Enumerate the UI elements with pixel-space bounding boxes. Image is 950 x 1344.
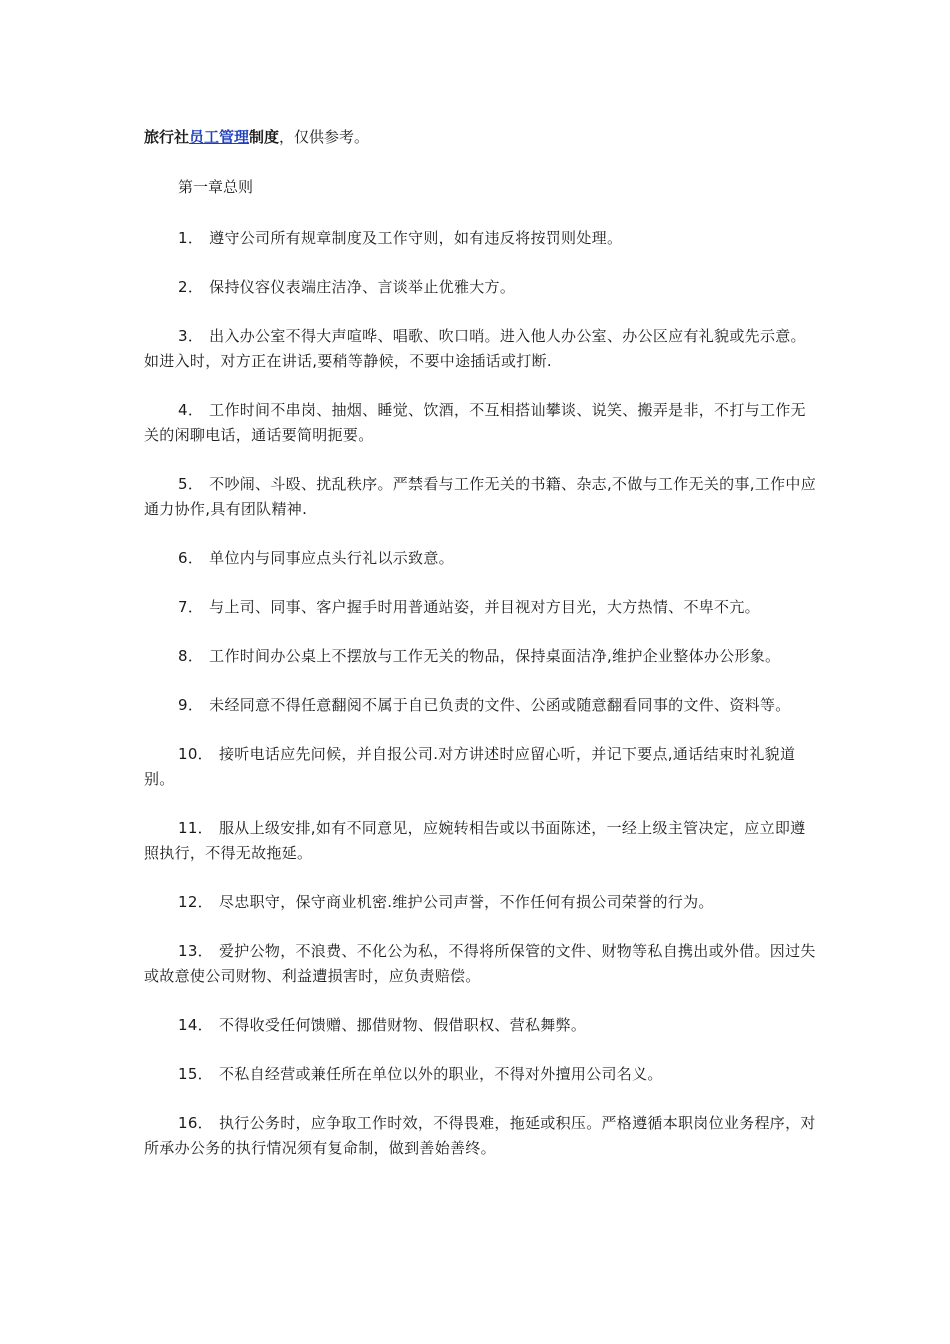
rule-text: 未经同意不得任意翻阅不属于自已负责的文件、公函或随意翻看同事的文件、资料等。 [209, 696, 791, 714]
rule-item [144, 939, 820, 989]
rule-item [144, 595, 820, 620]
rule-number: 4． [178, 401, 204, 419]
rule-text: 工作时间办公桌上不摆放与工作无关的物品，保持桌面洁净,维护企业整体办公形象。 [209, 647, 781, 665]
intro-suffix: ，仅供参考。 [279, 128, 370, 146]
rule-item [144, 693, 820, 718]
rule-item [144, 472, 820, 522]
rule-text: 单位内与同事应点头行礼以示致意。 [209, 549, 454, 567]
rule-number: 12． [178, 893, 213, 911]
rule-item [144, 816, 820, 866]
rule-item [144, 1013, 820, 1038]
rule-text: 服从上级安排,如有不同意见，应婉转相告或以书面陈述，一经上级主管决定，应立即遵照执行，不得无故拖延。 [144, 819, 806, 862]
rule-text: 不吵闹、斗殴、扰乱秩序。严禁看与工作无关的书籍、杂志,不做与工作无关的事,工作中应通力协作,具有团队精神. [144, 475, 816, 518]
intro-prefix: 旅行社 [144, 128, 190, 146]
rule-text: 爱护公物，不浪费、不化公为私，不得将所保管的文件、财物等私自携出或外借。因过失或故意使公司财物、利益遭损害时，应负责赔偿。 [144, 942, 816, 985]
rule-number: 5． [178, 475, 204, 493]
rule-text: 尽忠职守，保守商业机密.维护公司声誉，不作任何有损公司荣誉的行为。 [219, 893, 714, 911]
rule-item [144, 226, 820, 251]
intro-line [144, 126, 369, 148]
rule-item [144, 742, 820, 792]
rule-number: 11． [178, 819, 213, 837]
rules-list [144, 226, 820, 1185]
rule-item [144, 1062, 820, 1087]
rule-item [144, 644, 820, 669]
rule-text: 不得收受任何馈赠、挪借财物、假借职权、营私舞弊。 [219, 1016, 587, 1034]
intro-suffix-bold: 制度 [249, 128, 280, 146]
rule-item [144, 324, 820, 374]
rule-text: 保持仪容仪表端庄洁净、言谈举止优雅大方。 [209, 278, 516, 296]
rule-item [144, 398, 820, 448]
rule-text: 遵守公司所有规章制度及工作守则，如有违反将按罚则处理。 [209, 229, 623, 247]
rule-text: 执行公务时，应争取工作时效，不得畏难，拖延或积压。严格遵循本职岗位业务程序，对所承办公务的执行情况须有复命制，做到善始善终。 [144, 1114, 816, 1157]
rule-number: 7． [178, 598, 204, 616]
rule-text: 工作时间不串岗、抽烟、睡觉、饮酒，不互相搭讪攀谈、说笑、搬弄是非，不打与工作无关的闲聊电话，通话要简明扼要。 [144, 401, 806, 444]
rule-number: 1． [178, 229, 204, 247]
rule-text: 不私自经营或兼任所在单位以外的职业，不得对外擅用公司名义。 [219, 1065, 663, 1083]
rule-text: 与上司、同事、客户握手时用普通站姿，并目视对方目光，大方热情、不卑不亢。 [209, 598, 760, 616]
rule-text: 接听电话应先问候，并自报公司.对方讲述时应留心听，并记下要点,通话结束时礼貌道别。 [144, 745, 796, 788]
rule-number: 14． [178, 1016, 213, 1034]
rule-number: 3． [178, 327, 204, 345]
rule-number: 15． [178, 1065, 213, 1083]
rule-number: 10． [178, 745, 213, 763]
rule-number: 16． [178, 1114, 213, 1132]
employee-management-link[interactable]: 员工管理 [189, 128, 250, 146]
rule-number: 8． [178, 647, 204, 665]
rule-text: 出入办公室不得大声喧哗、唱歌、吹口哨。进入他人办公室、办公区应有礼貌或先示意。如进入时，对方正在讲话,要稍等静候，不要中途插话或打断. [144, 327, 806, 370]
rule-item [144, 1111, 820, 1161]
rule-number: 6． [178, 549, 204, 567]
rule-item [144, 890, 820, 915]
chapter-title: 第一章总则 [178, 178, 254, 196]
rule-number: 9． [178, 696, 204, 714]
rule-item [144, 275, 820, 300]
rule-number: 13． [178, 942, 213, 960]
rule-item [144, 546, 820, 571]
rule-number: 2． [178, 278, 204, 296]
